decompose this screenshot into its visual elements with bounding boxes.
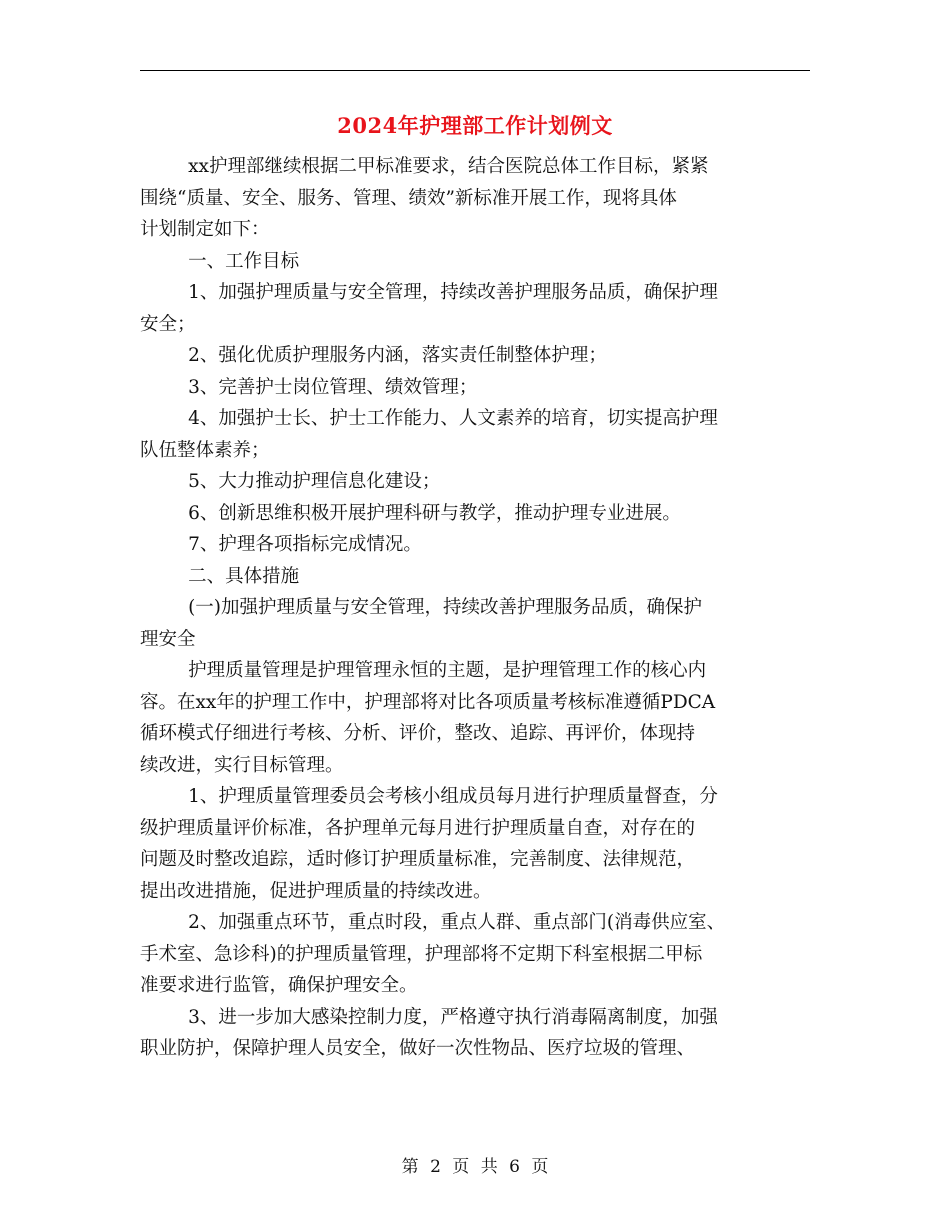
text-line: 续改进，实行目标管理。 [140,754,344,776]
text-line: 1、加强护理质量与安全管理，持续改善护理服务品质，确保护理 [188,282,718,303]
text-line: 理安全 [140,628,196,650]
text-line: 提出改进措施，促进护理质量的持续改进。 [140,880,492,902]
text-line: 6、创新思维积极开展护理科研与教学，推动护理专业进展。 [188,502,681,524]
document-title: 2024年护理部工作计划例文 [337,113,613,138]
paragraph-h1 [140,246,810,278]
paragraph-g6 [140,498,810,530]
text-line: 循环模式仔细进行考核、分析、评价，整改、追踪、再评价，体现持 [140,723,696,744]
paragraph-p1 [140,655,810,781]
text-line: 容。在xx年的护理工作中，护理部将对比各项质量考核标准遵循PDCA [140,691,716,713]
text-line: 4、加强护士长、护士工作能力、人文素养的培育，切实提高护理 [188,408,718,429]
paragraph-g5 [140,466,810,498]
text-line: 级护理质量评价标准，各护理单元每月进行护理质量自查，对存在的 [140,817,696,839]
text-line: 准要求进行监管，确保护理安全。 [140,975,418,996]
text-line: 围绕“质量、安全、服务、管理、绩效”新标准开展工作，现将具体 [140,187,677,209]
text-line: 计划制定如下： [140,219,270,240]
text-line: 2、加强重点环节，重点时段，重点人群、重点部门(消毒供应室、 [188,912,726,933]
text-line: 二、具体措施 [188,565,300,587]
paragraph-g1 [140,277,810,340]
document-body [140,151,810,1065]
text-line: (一)加强护理质量与安全管理，持续改善护理服务品质，确保护 [188,597,703,618]
paragraph-g3 [140,372,810,404]
paragraph-m3 [140,1002,810,1065]
text-line: 队伍整体素养； [140,439,270,461]
text-line: 职业防护，保障护理人员安全，做好一次性物品、医疗垃圾的管理、 [140,1038,696,1059]
paragraph-m1 [140,781,810,907]
paragraph-g4 [140,403,810,466]
text-line: 3、完善护士岗位管理、绩效管理； [188,376,478,398]
text-line: 问题及时整改追踪，适时修订护理质量标准，完善制度、法律规范， [140,849,696,870]
text-line: 3、进一步加大感染控制力度，严格遵守执行消毒隔离制度，加强 [188,1006,718,1028]
paragraph-s1 [140,592,810,655]
paragraph-m2 [140,907,810,1002]
text-line: 1、护理质量管理委员会考核小组成员每月进行护理质量督查，分 [188,786,718,807]
paragraph-g7 [140,529,810,561]
text-line: 5、大力推动护理信息化建设； [188,471,441,492]
page-number: 第 2 页 共 6 页 [401,1157,549,1177]
text-line: 一、工作目标 [188,250,300,272]
text-line: 7、护理各项指标完成情况。 [188,534,422,555]
text-line: 手术室、急诊科)的护理质量管理，护理部将不定期下科室根据二甲标 [140,943,703,965]
header-rule [140,70,810,71]
text-line: 护理质量管理是护理管理永恒的主题，是护理管理工作的核心内 [188,660,707,681]
paragraph-h2 [140,561,810,593]
paragraph-g2 [140,340,810,372]
text-line: xx护理部继续根据二甲标准要求，结合医院总体工作目标，紧紧 [188,156,709,177]
text-line: 2、强化优质护理服务内涵，落实责任制整体护理； [188,345,607,366]
text-line: 安全； [140,313,196,335]
paragraph-intro [140,151,810,246]
